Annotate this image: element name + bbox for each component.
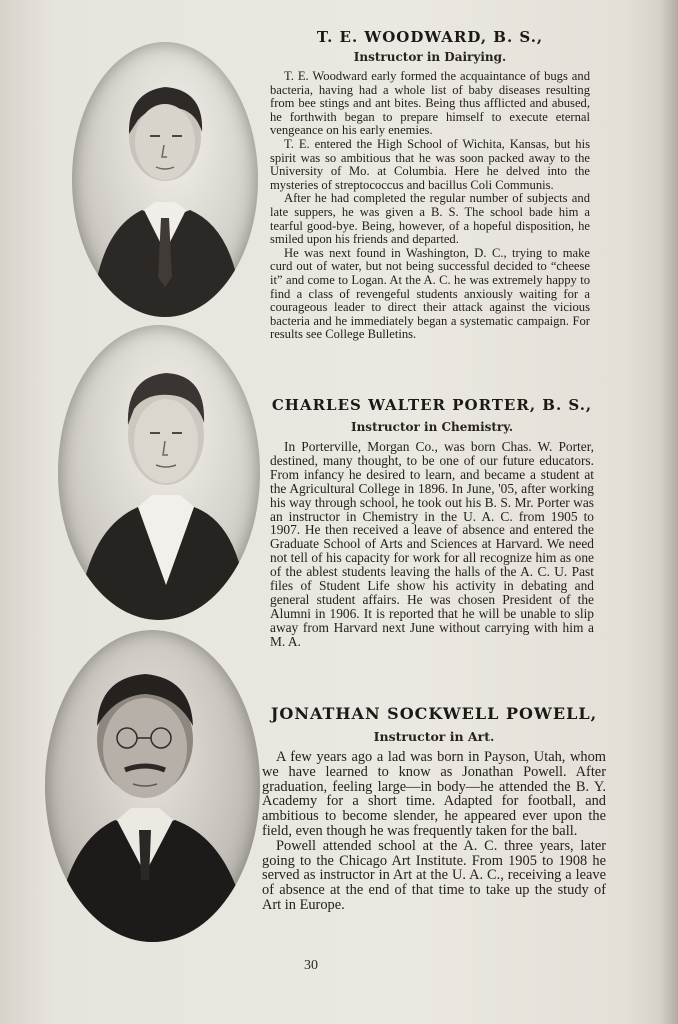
page-spine-shadow xyxy=(660,0,678,1024)
portrait-powell xyxy=(45,630,260,942)
profile-name: T. E. WOODWARD, B. S., xyxy=(316,28,544,46)
bio-paragraph: T. E. Woodward early formed the acquaintance of bugs and bacteria, having had a whole list of baby diseases resulting from bee stings and ant bites. Being thus afflicted and abused, he forthwith began to prepare himself to execute eternal vengeance on his early enemies. xyxy=(270,69,590,138)
profile-name: JONATHAN SOCKWELL POWELL, xyxy=(270,704,598,723)
bio-paragraph: A few years ago a lad was born in Payson, Utah, whom we have learned to know as Jonathan Powell. After graduation, feeling large—in body—he attended the B. Y. Academy for a short time. Adapted for football, and ambitious to become slender, he appeared ever upon the field, even though he was frequently taken for the ball. xyxy=(262,749,606,839)
page-number: 30 xyxy=(304,958,318,973)
bio-paragraph: He was next found in Washington, D. C., trying to make curd out of water, but not being successful decided to “cheese it” and come to Logan. At the A. C. he was extremely happy to find a class of revengeful students anxiously waiting for a courageous leader to direct their attack against the vicious bacteria and he immediately began a systematic campaign. For results see College Bulletins. xyxy=(270,245,590,342)
portrait-powell-figure xyxy=(45,630,260,942)
profile-title: Instructor in Chemistry. xyxy=(350,420,514,434)
bio-woodward xyxy=(270,28,590,342)
profile-name: CHARLES WALTER PORTER, B. S., xyxy=(271,396,593,414)
portrait-porter xyxy=(58,325,260,620)
bio-paragraph: In Porterville, Morgan Co., was born Chas. W. Porter, destined, many thought, to be one of our future educators. From infancy he desired to learn, and became a student at the Agricultural College in 1896. In June, '05, after working his way through school, he took out his B. S. Mr. Porter was an instructor in Chemistry in the U. A. C. from 1905 to 1907. He then received a leave of absence and entered the Graduate School of Arts and Sciences at Harvard. We need not tell of his capacity for work for all recognize him as one of the ablest students leaving the halls of the A. C. U. Past files of Student Life show his activity in debating and general student affairs. He was chosen President of the Alumni in 1906. It is reported that he will be unable to slip away from Harvard next June without carrying with him a M. A. xyxy=(270,439,594,649)
portrait-woodward-figure xyxy=(72,42,258,317)
bio-paragraph: T. E. entered the High School of Wichita, Kansas, but his spirit was so ambitious that he was soon packed away to the University of Mo. at Columbia. Here he delved into the mysteries of streptococcus and bacillus Coli Communis. xyxy=(270,136,590,192)
bio-porter xyxy=(270,396,594,649)
profile-title: Instructor in Art. xyxy=(373,729,495,744)
profile-title: Instructor in Dairying. xyxy=(353,50,507,64)
bio-paragraph: After he had completed the regular number of subjects and late suppers, he was given a B. S. The school bade him a tearful good-bye. Being, however, of a hopeful disposition, he smiled upon his friends and departed. xyxy=(270,191,590,247)
portrait-woodward xyxy=(72,42,258,317)
bio-powell xyxy=(262,704,606,913)
bio-paragraph: Powell attended school at the A. C. three years, later going to the Chicago Art Institute. From 1905 to 1908 he served as instructor in Art at the U. A. C., receiving a leave of absence at the end of that time to take up the study of Art in Europe. xyxy=(262,837,606,913)
portrait-porter-figure xyxy=(58,325,260,620)
